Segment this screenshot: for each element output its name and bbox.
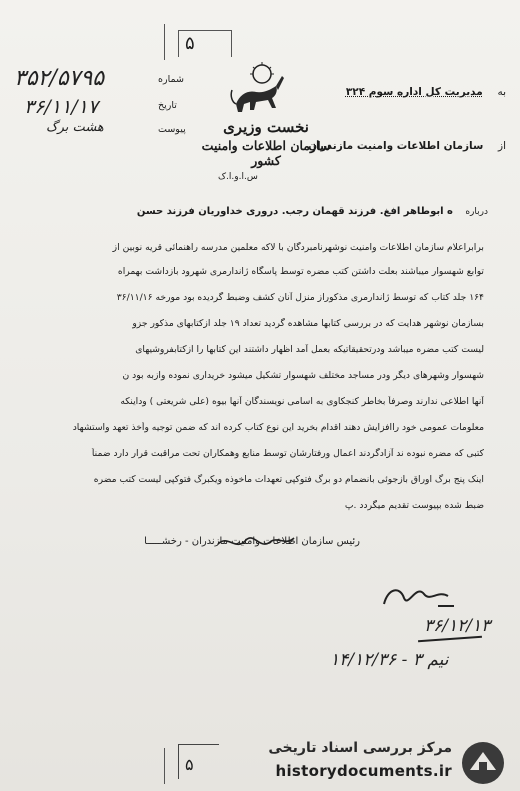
subject-label: درباره [465,207,488,217]
lion-and-sun-emblem-icon [226,60,290,122]
watermark [234,738,514,788]
page-number-box [178,30,232,57]
history-documents-logo-icon [460,740,506,786]
number-value: ۳۵۲/۵۷۹۵ [14,66,105,91]
watermark-persian: مرکز بررسی اسناد تاریخی [268,740,452,756]
body-line: توابع شهسوار میباشند بعلت داشتن کتب مضره توسط پاسگاه ژاندارمری شهرود بازداشت بهمراه [117,266,484,277]
organization-code: س.ا.و.ا.ک [218,172,258,182]
body-line: آنها اطلاعی ندارند وصرفاً بخاطر کنجکاوی به اسامی نویسندگان آنها بیوه (علی شریعتی ) وداینکه [120,396,484,407]
number-label: شماره [158,74,184,85]
attachment-label: پیوست [158,124,186,135]
page-number: ۵ [185,33,195,54]
margin-line [164,748,165,784]
from-label: از [498,140,506,152]
body-line: شهسوار وشهرهای دیگر ودر مساجد مختلف شهسوار تشکیل میشود خریداری نموده وازبه بود ن [122,370,484,381]
body-line: ۱۶۴ جلد کتاب که توسط ژاندارمری مذکوراز منزل آنان کشف وضبط گردیده بود مورخه ۳۶/۱۱/۱۶ [116,292,484,303]
signature-scribble-icon [216,530,296,554]
margin-line [164,24,165,60]
sender-line [308,140,506,152]
recipient-line [346,86,506,98]
body-line: معلومات عمومی خود راافزایش دهند اقدام بخرید این نوع کتاب کرده اند که ضمن توجیه وأخذ تعهد واستشهاد [72,422,484,433]
signature-line: رئیس سازمان اطلاعات وامنیت مازندران - رخشـــــا [144,536,360,547]
attachment-value: هشت برگ [46,120,104,135]
annotation-underline [418,636,482,642]
annotation-note: نیم ۳ - ۱۴/۱۲/۳۶ [330,650,449,670]
from-text: سازمان اطلاعات وامنیت مازندران [308,140,484,152]
body-line: ضبط شده بپیوست تقدیم میگردد .پ [344,500,484,511]
subject-line [137,206,488,217]
body-line: کتبی که مضره نبوده ند آزادگردند اعمال ورفتارشان توسط منابع وهمکاران تحت مراقبت قرار دارد ضمناً [91,448,484,459]
date-label: تاریخ [158,100,177,111]
date-value: ۳۶/۱۱/۱۷ [24,96,99,118]
body-line: بسازمان نوشهر هدایت که در بررسی کتابها مشاهده گردید تعداد ۱۹ جلد ازکتابهای مذکور جزو [132,318,484,329]
body-line: اینک پنج برگ اوراق بازجوئی بانضمام دو برگ فتوکپی تعهدات ماخوذه ویکبرگ فتوکپی لیست کتب مضره [93,474,484,485]
handwritten-initials-icon [378,580,458,616]
bottom-number: ۵ [185,755,194,774]
organization-title: سازمان اطلاعات وامنیت کشور [201,138,331,168]
watermark-english: historydocuments.ir [275,762,452,780]
ministry-title: نخست وزیری [223,118,309,136]
bottom-number-box [178,744,219,779]
body-line: لیست کتب مضره میباشد ودرتحقیقاتیکه بعمل آمد اظهار داشتند این کتابها را ازکتابفروشیهای [135,344,484,355]
body-line: برابراعلام سازمان اطلاعات وامنیت نوشهرنامبردگان با لاکه معلمین مدرسه راهنمائی قریه نوبین از [112,242,484,253]
to-text: مدیریت کل اداره سوم ۳۲۴ [345,86,483,98]
subject-text: ه ابوطاهر افغ. فرزند قهمان رجب. دروری خداوریان فرزند حسن [136,206,453,217]
annotation-date: ۳۶/۱۲/۱۳ [424,616,491,636]
to-label: به [497,86,506,98]
